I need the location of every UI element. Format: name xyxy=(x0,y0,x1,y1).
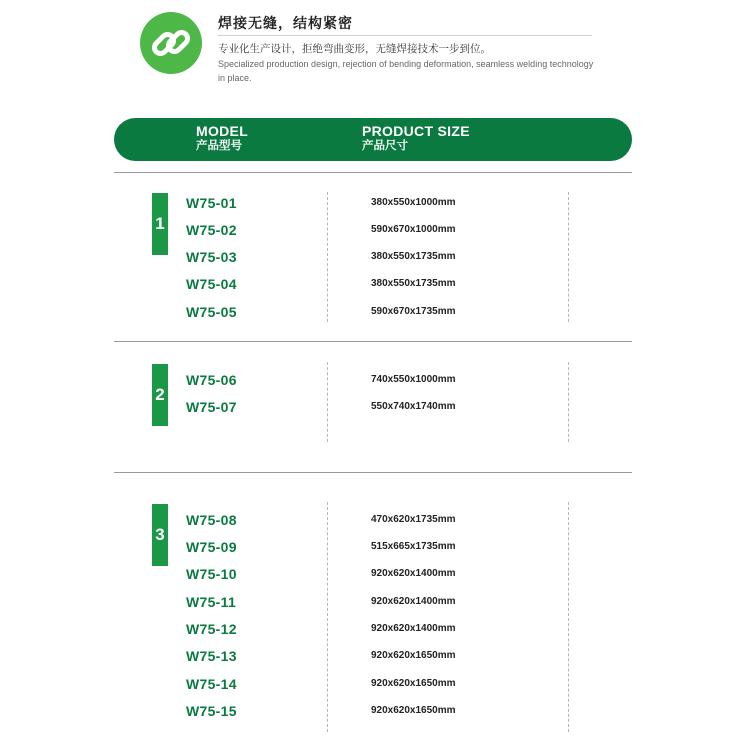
size-cell: 920x620x1400mm xyxy=(371,568,456,579)
size-cell: 920x620x1650mm xyxy=(371,678,456,689)
size-cell: 740x550x1000mm xyxy=(371,374,456,385)
feature-block xyxy=(140,12,600,82)
model-cell: W75-01 xyxy=(186,195,237,211)
feature-divider xyxy=(218,35,592,36)
size-header-en: PRODUCT SIZE xyxy=(362,123,470,139)
table-row xyxy=(0,249,750,276)
size-cell: 380x550x1000mm xyxy=(371,197,456,208)
model-cell: W75-12 xyxy=(186,621,237,637)
model-cell: W75-15 xyxy=(186,703,237,719)
model-cell: W75-10 xyxy=(186,566,237,582)
table-row xyxy=(0,195,750,222)
feature-description-en: Specialized production design, rejection of bending deformation, seamless welding technology in place. xyxy=(218,59,594,83)
table-row xyxy=(0,539,750,566)
table-row xyxy=(0,372,750,399)
size-cell: 470x620x1735mm xyxy=(371,514,456,525)
model-cell: W75-09 xyxy=(186,539,237,555)
model-header-en: MODEL xyxy=(196,123,249,139)
table-row xyxy=(0,676,750,703)
group-marker: 3 xyxy=(152,504,168,566)
group-marker: 1 xyxy=(152,193,168,255)
size-cell: 380x550x1735mm xyxy=(371,278,456,289)
size-cell: 550x740x1740mm xyxy=(371,401,456,412)
model-cell: W75-02 xyxy=(186,222,237,238)
table-row xyxy=(0,399,750,426)
feature-title: 焊接无缝，结构紧密 xyxy=(218,15,353,31)
size-header-cn: 产品尺寸 xyxy=(362,140,408,152)
size-cell: 590x670x1735mm xyxy=(371,306,456,317)
model-cell: W75-04 xyxy=(186,276,237,292)
group-marker: 2 xyxy=(152,364,168,426)
table-row xyxy=(0,276,750,303)
divider-1 xyxy=(114,341,632,342)
table-row xyxy=(0,512,750,539)
size-cell: 920x620x1400mm xyxy=(371,596,456,607)
feature-description-cn: 专业化生产设计，拒绝弯曲变形，无缝焊接技术一步到位。 xyxy=(218,43,491,55)
model-cell: W75-03 xyxy=(186,249,237,265)
model-cell: W75-11 xyxy=(186,594,237,610)
table-row xyxy=(0,304,750,331)
model-cell: W75-07 xyxy=(186,399,237,415)
size-cell: 920x620x1650mm xyxy=(371,705,456,716)
table-row xyxy=(0,703,750,730)
table-row xyxy=(0,594,750,621)
size-cell: 920x620x1650mm xyxy=(371,650,456,661)
size-cell: 590x670x1000mm xyxy=(371,224,456,235)
model-header-cn: 产品型号 xyxy=(196,140,242,152)
model-cell: W75-05 xyxy=(186,304,237,320)
model-cell: W75-06 xyxy=(186,372,237,388)
chain-link-icon xyxy=(140,12,202,74)
size-cell: 920x620x1400mm xyxy=(371,623,456,634)
size-column-header xyxy=(362,124,470,154)
size-cell: 380x550x1735mm xyxy=(371,251,456,262)
size-cell: 515x665x1735mm xyxy=(371,541,456,552)
model-cell: W75-14 xyxy=(186,676,237,692)
table-row xyxy=(0,222,750,249)
table-row xyxy=(0,621,750,648)
model-cell: W75-13 xyxy=(186,648,237,664)
model-column-header xyxy=(196,124,248,154)
divider-2 xyxy=(114,472,632,473)
model-cell: W75-08 xyxy=(186,512,237,528)
divider-top xyxy=(114,172,632,173)
table-header xyxy=(114,118,632,161)
table-row xyxy=(0,648,750,675)
table-row xyxy=(0,566,750,593)
